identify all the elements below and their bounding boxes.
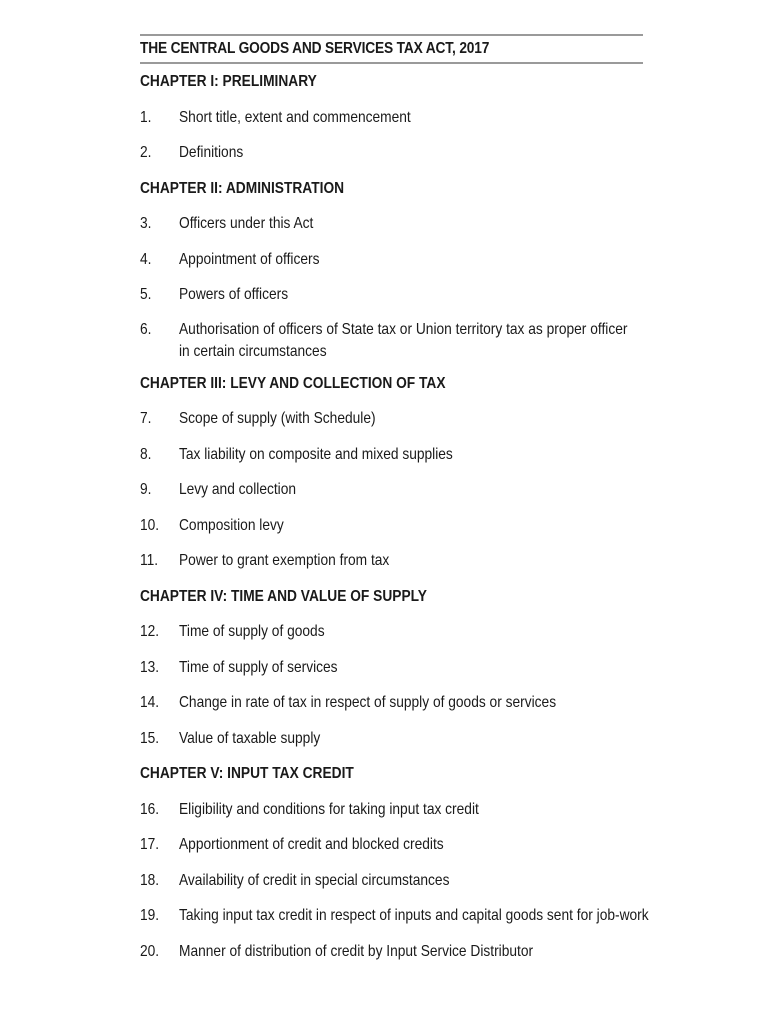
document-page (140, 34, 649, 969)
section-title: Apportionment of credit and blocked credits (179, 836, 444, 853)
section-number: 8. (140, 445, 152, 463)
section-number: 2. (140, 144, 152, 161)
section-item (140, 792, 643, 828)
section-title: Availability of credit in special circumstances (179, 871, 450, 889)
section-number: 11. (140, 552, 159, 569)
chapter-heading: CHAPTER V: INPUT TAX CREDIT (140, 765, 354, 782)
section-item (140, 206, 643, 242)
section-title-line: in certain circumstances (179, 342, 327, 360)
section-item (140, 721, 643, 757)
chapter-heading: CHAPTER I: PRELIMINARY (140, 73, 317, 90)
section-title: Scope of supply (with Schedule) (179, 410, 376, 427)
section-item (140, 313, 643, 363)
section-item (140, 934, 643, 970)
chapter-heading: CHAPTER III: LEVY AND COLLECTION OF TAX (140, 374, 446, 392)
section-item (140, 614, 643, 650)
section-title: Time of supply of services (179, 658, 338, 676)
section-item (140, 650, 643, 686)
section-item (140, 543, 643, 579)
section-title: Composition levy (179, 516, 284, 534)
section-item (140, 898, 649, 934)
section-title: Tax liability on composite and mixed supplies (179, 445, 453, 463)
section-item (140, 827, 643, 863)
section-title: Levy and collection (179, 481, 297, 498)
section-item (140, 437, 643, 473)
section-item (140, 242, 643, 278)
section-item (140, 472, 643, 508)
section-number: 3. (140, 215, 152, 232)
section-number: 7. (140, 410, 152, 427)
section-title: Time of supply of goods (179, 623, 325, 640)
section-item (140, 508, 643, 544)
chapter-heading: CHAPTER II: ADMINISTRATION (140, 179, 345, 197)
section-number: 4. (140, 250, 152, 268)
section-number: 5. (140, 286, 152, 303)
act-title: THE CENTRAL GOODS AND SERVICES TAX ACT, 2017 (140, 40, 490, 57)
section-title: Appointment of officers (179, 250, 320, 268)
section-item (140, 135, 643, 171)
section-title: Short title, extent and commencement (179, 108, 411, 126)
section-number: 17. (140, 836, 160, 853)
section-number: 12. (140, 623, 160, 640)
section-number: 9. (140, 481, 152, 498)
section-title: Change in rate of tax in respect of supply of goods or services (179, 694, 557, 711)
section-item (140, 277, 643, 313)
section-title: Value of taxable supply (179, 729, 321, 747)
section-number: 14. (140, 694, 160, 711)
section-number: 16. (140, 800, 160, 818)
section-number: 19. (140, 907, 160, 924)
section-number: 1. (140, 108, 152, 126)
section-number: 13. (140, 658, 160, 676)
section-title: Manner of distribution of credit by Input Service Distributor (179, 942, 534, 960)
table-of-contents (140, 64, 649, 969)
section-title: Definitions (179, 144, 244, 161)
section-number: 18. (140, 871, 160, 889)
section-title: Eligibility and conditions for taking input tax credit (179, 800, 479, 818)
section-number: 20. (140, 942, 160, 960)
section-title: Powers of officers (179, 286, 289, 303)
section-item (140, 863, 643, 899)
section-title (179, 319, 627, 363)
section-title-line: Authorisation of officers of State tax or Union territory tax as proper officer (179, 320, 628, 338)
section-title: Officers under this Act (179, 215, 314, 232)
section-number: 6. (140, 320, 152, 338)
section-item (140, 401, 643, 437)
section-title: Power to grant exemption from tax (179, 552, 390, 569)
chapter-heading: CHAPTER IV: TIME AND VALUE OF SUPPLY (140, 587, 427, 605)
section-item (140, 100, 643, 136)
section-number: 15. (140, 729, 160, 747)
section-title: Taking input tax credit in respect of inputs and capital goods sent for job-work (179, 907, 649, 924)
section-item (140, 685, 643, 721)
section-number: 10. (140, 516, 160, 534)
